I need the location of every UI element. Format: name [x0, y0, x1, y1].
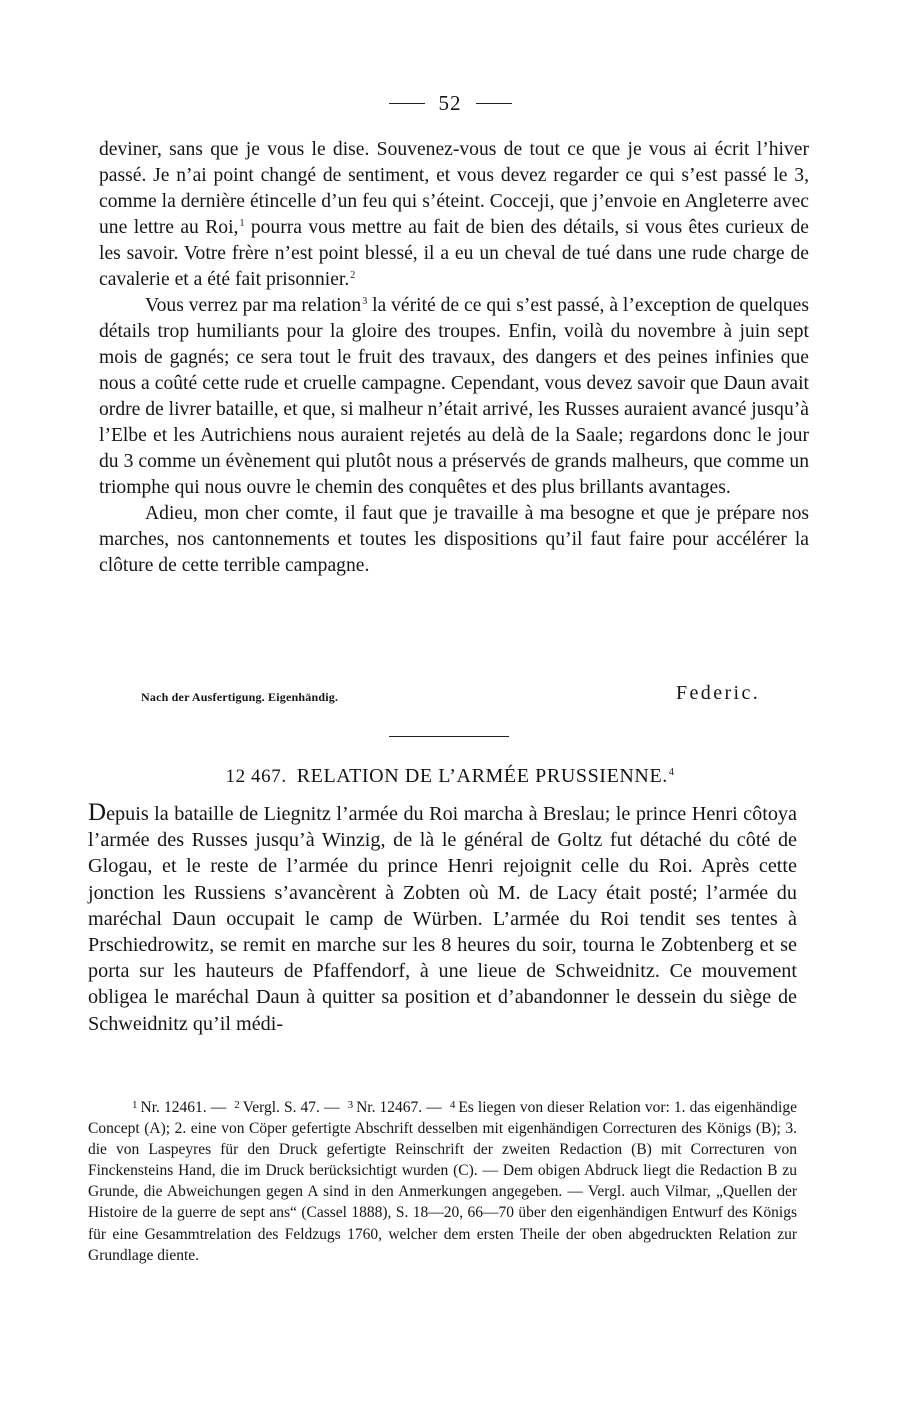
- letter-text-segment: la vérité de ce qui s’est passé, à l’exception de quelques détails trop humiliants pour la gloire des troupes. Enfin, voilà du novembre à juin sept mois de gagnés; ce sera tout le fruit des travaux, des dangers et des peines infinies que nous a coûté cette rude et cruelle campagne. Cependant, vous devez savoir que Daun avait ordre de livrer bataille, et que, si malheur n’était arrivé, les Russes auraient avancé jusqu’à l’Elbe et les Autrichiens nous auraient rejetés au delà de la Saale; regardons donc le jour du 3 comme un évènement qui plutôt nous a préservés de grands malheurs, que comme un triomphe qui nous ouvre le chemin des conquêtes et des plus brillants avantages.: [99, 295, 809, 498]
- footnote-block: [88, 1095, 797, 1266]
- footnote-text: Nr. 12467. —: [356, 1099, 442, 1116]
- footnote-ref-3: 3: [362, 296, 368, 307]
- document-title: RELATION DE L’ARMÉE PRUSSIENNE.: [296, 765, 668, 787]
- footnote-number: 3: [347, 1099, 354, 1111]
- letter-paragraph-1: [99, 137, 809, 293]
- document-heading: [0, 765, 900, 788]
- letter-paragraph-3: Adieu, mon cher comte, il faut que je travaille à ma besogne et que je prépare nos marches, nos cantonnements et toutes les dispositions qu’il faut faire pour accélérer la clôture de cette terrible campagne.: [99, 503, 809, 576]
- relation-text: epuis la bataille de Liegnitz l’armée du Roi marcha à Breslau; le prince Henri côtoya l’armée des Russes jusqu’à Winzig, de là le général de Goltz fut détaché du côté de Glogau, et le reste de l’armée du prince Henri rejoignit celle du Roi. Après cette jonction les Russiens s’avancèrent à Zobten où M. de Lacy était posté; l’armée du maréchal Daun occupait le camp de Würben. L’armée du Roi tendit ses tentes à Prschiedrowitz, se remit en marche sur les 8 heures du soir, tourna le Zobtenberg et se porta sur les hauteurs de Pfaffendorf, à une lieue de Schweidnitz. Ce mouvement obligea le maréchal Daun à quitter sa position et d’abandonner le dessein du siège de Schweidnitz qu’il médi-: [88, 803, 797, 1035]
- section-divider: [389, 736, 509, 737]
- header-dash-right: [476, 103, 512, 104]
- letter-text-segment: deviner, sans que je vous le dise. Souvenez-vous de tout ce que je vous ai écrit l’hiver passé. Je n’ai point changé de sentiment, et vous devez regarder ce qui s’est passé le 3, comme la dernière étincelle d’un feu qui s’éteint. Cocceji, que j’envoie en Angleterre avec une lettre au Roi,: [99, 139, 809, 238]
- footnote-ref-1: 1: [239, 218, 245, 229]
- footnote-number: 4: [449, 1099, 456, 1111]
- letter-paragraph-2: [99, 293, 809, 501]
- letter-body: [99, 137, 809, 579]
- page-number: 52: [438, 90, 462, 115]
- footnote-text: Vergl. S. 47. —: [242, 1099, 340, 1116]
- drop-capital: D: [88, 799, 107, 826]
- relation-paragraph: [88, 800, 797, 1037]
- letter-text-segment: Vous verrez par ma relation: [145, 295, 362, 316]
- relation-body: [88, 800, 797, 1037]
- footnotes: [88, 1095, 797, 1266]
- footnote-number: 1: [132, 1099, 138, 1111]
- document-number: 12 467.: [225, 766, 287, 787]
- footnote-number: 2: [234, 1099, 240, 1111]
- header-dash-left: [389, 103, 425, 104]
- footnote-ref-4: 4: [668, 767, 675, 778]
- footnote-ref-2: 2: [350, 270, 356, 281]
- page-header: [0, 88, 900, 118]
- source-note: Nach der Ausfertigung. Eigenhändig.: [141, 690, 339, 704]
- signature: Federic.: [676, 682, 761, 704]
- footnote-text: Nr. 12461. —: [140, 1099, 227, 1116]
- letter-text-segment: pourra vous mettre au fait de bien des détails, si vous êtes curieux de les savoir. Votre frère n’est point blessé, il a eu un cheval de tué dans une rude charge de cavalerie et a été fait prisonnier.: [99, 217, 809, 290]
- footnote-text: Es liegen von dieser Relation vor: 1. das eigenhändige Concept (A); 2. eine von Cöper gefertigte Abschrift desselben mit eigenhändigen Correcturen des Königs (B); 3. die von Laspeyres für den Druck gefertigte Reinschrift der zweiten Redaction (B) mit Correcturen von Finckensteins Hand, die im Druck berücksichtigt wurden (C). — Dem obigen Abdruck liegt die Redaction B zu Grunde, die Abweichungen gegen A sind in den Anmerkungen angegeben. — Vergl. auch Vilmar, „Quellen der Histoire de la guerre de sept ans“ (Cassel 1888), S. 18—20, 66—70 über den eigenhändigen Entwurf des Königs für eine Gesammtrelation des Feldzugs 1760, welcher dem ersten Theile der oben abgedruckten Relation zur Grundlage diente.: [88, 1099, 797, 1264]
